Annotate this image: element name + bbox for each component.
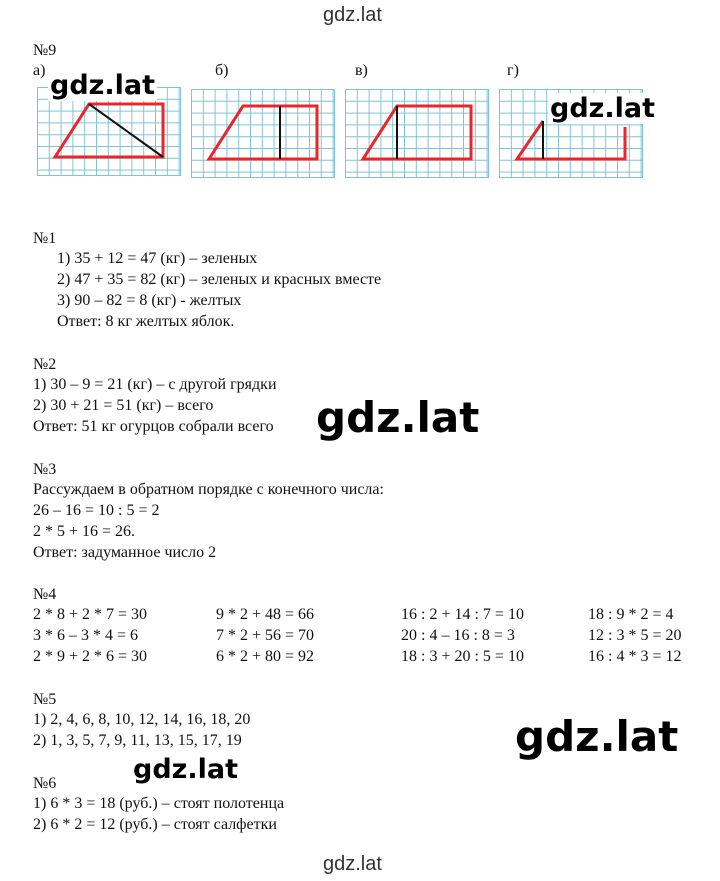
task4-expression: 16 : 4 * 3 = 12	[588, 648, 682, 665]
task6-line: 1) 6 * 3 = 18 (руб.) – стоят полотенца	[33, 795, 285, 812]
figure-label-b: б)	[215, 62, 229, 79]
diagonal-cut-line	[89, 104, 163, 157]
task1-line: 2) 47 + 35 = 82 (кг) – зеленых и красных вместе	[57, 271, 382, 288]
grid-figure-v	[345, 89, 489, 178]
task2-line: 2) 30 + 21 = 51 (кг) – всего	[33, 397, 214, 414]
task4-expression: 3 * 6 – 3 * 4 = 6	[33, 627, 139, 644]
task3-answer: Ответ: задуманное число 2	[33, 544, 217, 561]
page-footer: gdz.lat	[323, 853, 382, 875]
grid-border	[192, 90, 335, 178]
grid-lines	[345, 89, 489, 178]
task3-title: №3	[33, 461, 57, 478]
task6-title: №6	[33, 775, 57, 792]
task4-expression: 16 : 2 + 14 : 7 = 10	[401, 606, 524, 623]
task4-expression: 18 : 9 * 2 = 4	[588, 606, 674, 623]
task4-expression: 12 : 3 * 5 = 20	[588, 627, 682, 644]
task4-expression: 20 : 4 – 16 : 8 = 3	[401, 627, 515, 644]
task4-expression: 9 * 2 + 48 = 66	[216, 606, 315, 623]
task4-expression: 2 * 9 + 2 * 6 = 30	[33, 648, 148, 665]
task2-title: №2	[33, 356, 57, 373]
task3-line: 2 * 5 + 16 = 26.	[33, 523, 136, 540]
task1-line: 1) 35 + 12 = 47 (кг) – зеленых	[57, 250, 258, 267]
task5-title: №5	[33, 691, 57, 708]
trapezoid-shape	[209, 106, 317, 159]
watermark-logo: gdz.lat	[550, 93, 656, 124]
page-header: gdz.lat	[323, 4, 382, 26]
task2-answer: Ответ: 51 кг огурцов собрали всего	[33, 418, 274, 435]
trapezoid-shape	[363, 106, 471, 159]
task4-expression: 7 * 2 + 56 = 70	[216, 627, 315, 644]
figure-label-v: в)	[355, 62, 368, 79]
figure-label-g: г)	[507, 62, 519, 79]
task4-title: №4	[33, 586, 57, 603]
task1-line: 3) 90 – 82 = 8 (кг) - желтых	[57, 292, 242, 309]
task4-expression: 2 * 8 + 2 * 7 = 30	[33, 606, 148, 623]
watermark-logo: gdz.lat	[515, 712, 679, 761]
grid-figure-b	[191, 89, 335, 178]
figure-label-a: а)	[33, 62, 46, 79]
grid-border	[346, 90, 489, 178]
task3-line: 26 – 16 = 10 : 5 = 2	[33, 502, 160, 519]
task1-answer: Ответ: 8 кг желтых яблок.	[57, 313, 235, 330]
task1-title: №1	[33, 230, 57, 247]
watermark-logo: gdz.lat	[316, 393, 480, 442]
watermark-logo: gdz.lat	[50, 70, 156, 101]
task4-expression: 18 : 3 + 20 : 5 = 10	[401, 648, 524, 665]
task5-line: 2) 1, 3, 5, 7, 9, 11, 13, 15, 17, 19	[33, 732, 242, 749]
partial-shape	[517, 121, 625, 159]
task9-title: №9	[33, 42, 57, 59]
task6-line: 2) 6 * 2 = 12 (руб.) – стоят салфетки	[33, 816, 277, 833]
task5-line: 1) 2, 4, 6, 8, 10, 12, 14, 16, 18, 20	[33, 711, 251, 728]
grid-lines	[191, 89, 335, 178]
task2-line: 1) 30 – 9 = 21 (кг) – с другой грядки	[33, 376, 277, 393]
trapezoid-shape	[55, 104, 163, 157]
task3-line: Рассуждаем в обратном порядке с конечного числа:	[33, 481, 384, 498]
task4-expression: 6 * 2 + 80 = 92	[216, 648, 315, 665]
watermark-logo: gdz.lat	[133, 754, 239, 785]
